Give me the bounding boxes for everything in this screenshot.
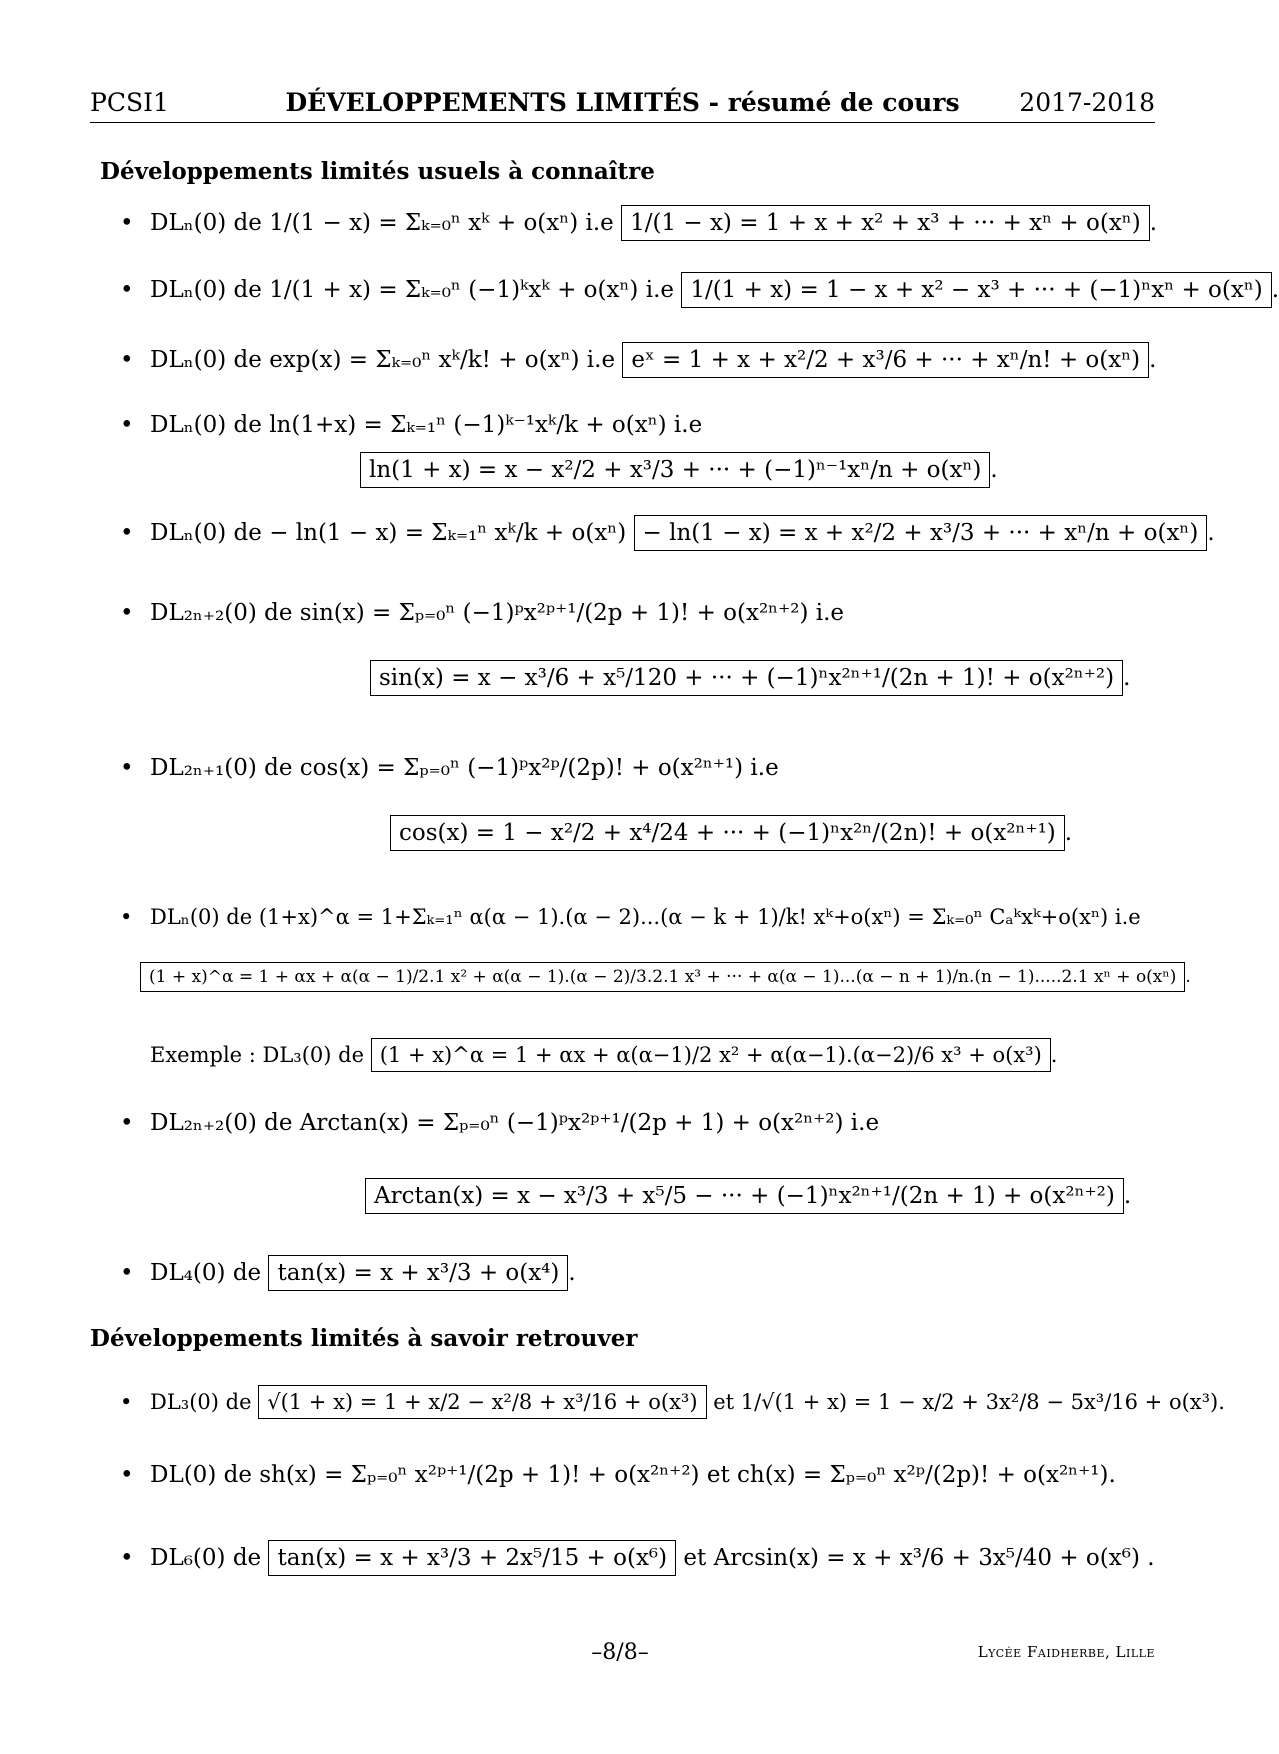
list-item: • DLₙ(0) de 1/(1 + x) = Σₖ₌₀ⁿ (−1)ᵏxᵏ + o(xⁿ) i.e 1/(1 + x) = 1 − x + x² − x³ + ··· + (−1)ⁿxⁿ + o(xⁿ) . [120, 272, 1279, 308]
list-item: • DLₙ(0) de 1/(1 − x) = Σₖ₌₀ⁿ xᵏ + o(xⁿ) i.e 1/(1 − x) = 1 + x + x² + x³ + ··· + xⁿ + o(xⁿ) . [120, 205, 1157, 241]
list-item: • DL(0) de sh(x) = Σₚ₌₀ⁿ x²ᵖ⁺¹/(2p + 1)! + o(x²ⁿ⁺²) et ch(x) = Σₚ₌₀ⁿ x²ᵖ/(2p)! + o(x²ⁿ⁺¹). [120, 1462, 1116, 1488]
boxed-formula: eˣ = 1 + x + x²/2 + x³/6 + ··· + xⁿ/n! + o(xⁿ) [622, 342, 1149, 378]
school-name: Lycée Faidherbe, Lille [977, 1643, 1155, 1661]
boxed-formula: − ln(1 − x) = x + x²/2 + x³/3 + ··· + xⁿ/n + o(xⁿ) [634, 515, 1208, 551]
list-item-box: Arctan(x) = x − x³/3 + x⁵/5 − ··· + (−1)ⁿx²ⁿ⁺¹/(2n + 1) + o(x²ⁿ⁺²) . [365, 1178, 1131, 1214]
boxed-formula: ln(1 + x) = x − x²/2 + x³/3 + ··· + (−1)ⁿ⁻¹xⁿ/n + o(xⁿ) [360, 452, 990, 488]
boxed-formula: cos(x) = 1 − x²/2 + x⁴/24 + ··· + (−1)ⁿx²ⁿ/(2n)! + o(x²ⁿ⁺¹) [390, 815, 1065, 851]
list-item: • DL₂ₙ₊₂(0) de Arctan(x) = Σₚ₌₀ⁿ (−1)ᵖx²ᵖ⁺¹/(2p + 1) + o(x²ⁿ⁺²) i.e [120, 1110, 880, 1136]
list-item: • DLₙ(0) de − ln(1 − x) = Σₖ₌₁ⁿ xᵏ/k + o(xⁿ) − ln(1 − x) = x + x²/2 + x³/3 + ··· + xⁿ/n + o(xⁿ) . [120, 515, 1215, 551]
list-item-box: ln(1 + x) = x − x²/2 + x³/3 + ··· + (−1)ⁿ⁻¹xⁿ/n + o(xⁿ) . [360, 452, 998, 488]
boxed-formula: tan(x) = x + x³/3 + 2x⁵/15 + o(x⁶) [268, 1540, 676, 1576]
list-item: • DL₂ₙ₊₂(0) de sin(x) = Σₚ₌₀ⁿ (−1)ᵖx²ᵖ⁺¹/(2p + 1)! + o(x²ⁿ⁺²) i.e [120, 600, 845, 626]
boxed-formula: (1 + x)^α = 1 + αx + α(α − 1)/2.1 x² + α(α − 1).(α − 2)/3.2.1 x³ + ··· + α(α − 1)...(α − n + 1)/n.(n − 1).....2.1 xⁿ + o(xⁿ) [140, 962, 1185, 992]
boxed-formula: Arctan(x) = x − x³/3 + x⁵/5 − ··· + (−1)ⁿx²ⁿ⁺¹/(2n + 1) + o(x²ⁿ⁺²) [365, 1178, 1124, 1214]
boxed-formula: 1/(1 + x) = 1 − x + x² − x³ + ··· + (−1)ⁿxⁿ + o(xⁿ) [681, 272, 1271, 308]
section-title-retrouver: Développements limités à savoir retrouver [90, 1325, 638, 1352]
section-title-usuels: Développements limités usuels à connaître [100, 158, 655, 185]
header-subtitle: - résumé de cours [699, 88, 960, 117]
list-item: • DLₙ(0) de (1+x)^α = 1+Σₖ₌₁ⁿ α(α − 1).(α − 2)...(α − k + 1)/k! xᵏ+o(xⁿ) = Σₖ₌₀ⁿ Cₐᵏxᵏ+o(xⁿ) i.e [120, 905, 1141, 929]
list-item-box: sin(x) = x − x³/6 + x⁵/120 + ··· + (−1)ⁿx²ⁿ⁺¹/(2n + 1)! + o(x²ⁿ⁺²) . [370, 660, 1130, 696]
example-line: Exemple : DL₃(0) de (1 + x)^α = 1 + αx + α(α−1)/2 x² + α(α−1).(α−2)/6 x³ + o(x³) . [150, 1038, 1057, 1072]
boxed-formula: √(1 + x) = 1 + x/2 − x²/8 + x³/16 + o(x³) [258, 1385, 706, 1419]
list-item: • DL₂ₙ₊₁(0) de cos(x) = Σₚ₌₀ⁿ (−1)ᵖx²ᵖ/(2p)! + o(x²ⁿ⁺¹) i.e [120, 755, 779, 781]
header-class: PCSI1 [90, 88, 169, 117]
list-item: • DL₃(0) de √(1 + x) = 1 + x/2 − x²/8 + x³/16 + o(x³) et 1/√(1 + x) = 1 − x/2 + 3x²/8 − 5x³/16 + o(x³). [120, 1385, 1225, 1419]
boxed-formula: 1/(1 − x) = 1 + x + x² + x³ + ··· + xⁿ + o(xⁿ) [621, 205, 1150, 241]
header-year: 2017-2018 [1019, 88, 1155, 117]
list-item: • DL₆(0) de tan(x) = x + x³/3 + 2x⁵/15 + o(x⁶) et Arcsin(x) = x + x³/6 + 3x⁵/40 + o(x⁶) . [120, 1540, 1155, 1576]
page-header [90, 88, 1155, 123]
header-title-wrap [90, 88, 1155, 117]
page-number: –8/8– [591, 1640, 649, 1665]
list-item: • DLₙ(0) de ln(1+x) = Σₖ₌₁ⁿ (−1)ᵏ⁻¹xᵏ/k + o(xⁿ) i.e [120, 412, 703, 438]
header-title: DÉVELOPPEMENTS LIMITÉS [285, 88, 700, 117]
boxed-formula: sin(x) = x − x³/6 + x⁵/120 + ··· + (−1)ⁿx²ⁿ⁺¹/(2n + 1)! + o(x²ⁿ⁺²) [370, 660, 1123, 696]
boxed-formula: (1 + x)^α = 1 + αx + α(α−1)/2 x² + α(α−1).(α−2)/6 x³ + o(x³) [371, 1038, 1051, 1072]
list-item: • DLₙ(0) de exp(x) = Σₖ₌₀ⁿ xᵏ/k! + o(xⁿ) i.e eˣ = 1 + x + x²/2 + x³/6 + ··· + xⁿ/n! + o(xⁿ) . [120, 342, 1156, 378]
list-item-box: cos(x) = 1 − x²/2 + x⁴/24 + ··· + (−1)ⁿx²ⁿ/(2n)! + o(x²ⁿ⁺¹) . [390, 815, 1072, 851]
list-item: • DL₄(0) de tan(x) = x + x³/3 + o(x⁴) . [120, 1255, 576, 1291]
boxed-formula: tan(x) = x + x³/3 + o(x⁴) [268, 1255, 568, 1291]
list-item-box: (1 + x)^α = 1 + αx + α(α − 1)/2.1 x² + α(α − 1).(α − 2)/3.2.1 x³ + ··· + α(α − 1)...(α − n + 1)/n.(n − 1).....2.1 xⁿ + o(xⁿ) . [140, 962, 1191, 992]
